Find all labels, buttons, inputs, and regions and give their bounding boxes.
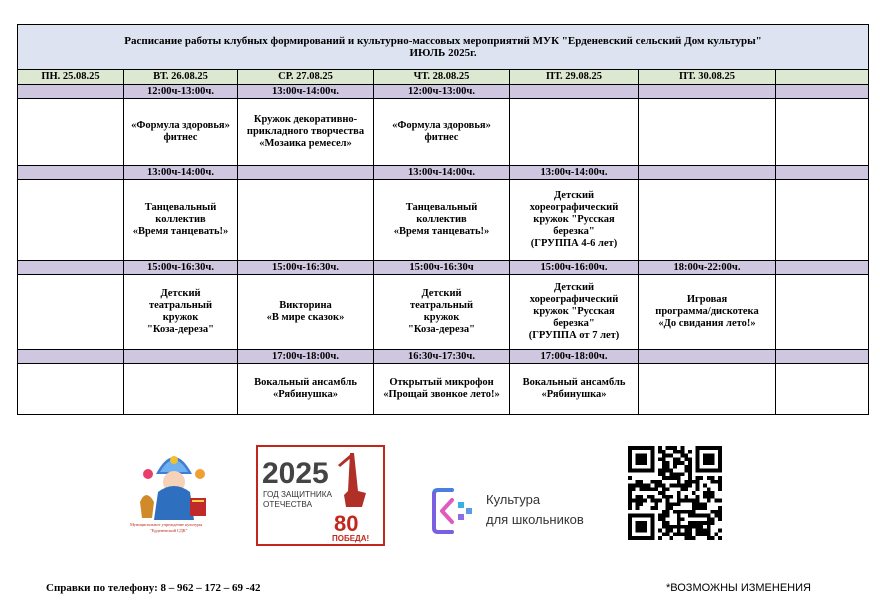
time-cell: [776, 350, 869, 364]
time-cell: 17:00ч-18:00ч.: [238, 350, 374, 364]
phone-info: Справки по телефону: 8 – 962 – 172 – 69 -42: [46, 582, 261, 594]
mascot-dress: [154, 486, 194, 520]
activity-cell: [18, 275, 124, 350]
time-cell: 15:00ч-16:00ч.: [510, 261, 639, 275]
activity-cell: Танцевальный коллектив «Время танцевать!»: [374, 180, 510, 261]
time-cell: [510, 85, 639, 99]
day-header: [776, 70, 869, 85]
time-cell: [776, 166, 869, 180]
poster-graphic: [258, 447, 383, 544]
mascot-caption-1: Муниципальное учреждение культуры: [130, 522, 203, 527]
time-cell: 15:00ч-16:30ч.: [124, 261, 238, 275]
time-cell: [776, 85, 869, 99]
time-row: [18, 85, 869, 99]
title-line-2: ИЮЛЬ 2025г.: [409, 47, 477, 59]
poster-80: 80: [334, 511, 359, 536]
day-header: ЧТ. 28.08.25: [374, 70, 510, 85]
page-title: [18, 25, 869, 70]
balalaika-shape: [140, 495, 154, 518]
day-header: ПН. 25.08.25: [18, 70, 124, 85]
time-cell: [18, 350, 124, 364]
activity-cell: Открытый микрофон «Прощай звонкое лето!»: [374, 364, 510, 415]
activity-cell: [639, 180, 776, 261]
flower-icon: [143, 469, 153, 479]
activity-cell: Викторина «В мире сказок»: [238, 275, 374, 350]
time-cell: 18:00ч-22:00ч.: [639, 261, 776, 275]
day-header: СР. 27.08.25: [238, 70, 374, 85]
kultura-line-2: для школьников: [486, 512, 584, 527]
time-cell: [639, 85, 776, 99]
activity-cell: [124, 364, 238, 415]
time-cell: 12:00ч-13:00ч.: [374, 85, 510, 99]
kultura-logo: [430, 488, 610, 534]
accordion-stripe: [192, 500, 204, 502]
schedule-sheet: [17, 24, 868, 417]
activity-cell: [639, 364, 776, 415]
schedule-body: [18, 85, 869, 415]
activity-cell: [510, 99, 639, 166]
poster-line-1: ГОД ЗАЩИТНИКА: [263, 490, 332, 499]
activity-cell: [639, 99, 776, 166]
activity-cell: [238, 180, 374, 261]
year-defender-poster: [256, 445, 385, 546]
activity-cell: Детский театральный кружок "Коза-дереза": [124, 275, 238, 350]
time-cell: [124, 350, 238, 364]
time-row: [18, 350, 869, 364]
activity-row: [18, 180, 869, 261]
activity-cell: Игровая программа/дискотека «До свидания лето!»: [639, 275, 776, 350]
activity-cell: [776, 99, 869, 166]
activity-cell: Вокальный ансамбль «Рябинушка»: [238, 364, 374, 415]
activity-cell: [18, 180, 124, 261]
time-cell: 16:30ч-17:30ч.: [374, 350, 510, 364]
changes-note: *ВОЗМОЖНЫ ИЗМЕНЕНИЯ: [666, 582, 811, 594]
activity-cell: Детский хореографический кружок "Русская березка" (ГРУППА от 7 лет): [510, 275, 639, 350]
schedule-table: [17, 24, 869, 415]
kokoshnik-jewel: [170, 456, 178, 464]
activity-row: [18, 364, 869, 415]
time-cell: [18, 85, 124, 99]
time-cell: 13:00ч-14:00ч.: [124, 166, 238, 180]
time-cell: 15:00ч-16:30ч: [374, 261, 510, 275]
time-cell: 13:00ч-14:00ч.: [374, 166, 510, 180]
day-header: ПТ. 29.08.25: [510, 70, 639, 85]
mascot-logo: [128, 444, 220, 534]
title-line-1: Расписание работы клубных формирований и культурно-массовых мероприятий МУК "Ерденевский сельский Дом культуры": [124, 35, 762, 47]
day-header: ПТ. 30.08.25: [639, 70, 776, 85]
time-cell: [639, 166, 776, 180]
time-cell: 13:00ч-14:00ч.: [510, 166, 639, 180]
time-cell: 17:00ч-18:00ч.: [510, 350, 639, 364]
activity-cell: «Формула здоровья» фитнес: [124, 99, 238, 166]
mascot-caption-2: "Ерденевский СДК": [150, 528, 188, 533]
activity-cell: Вокальный ансамбль «Рябинушка»: [510, 364, 639, 415]
monument-silhouette: [344, 453, 366, 507]
activity-cell: [776, 275, 869, 350]
activity-cell: Танцевальный коллектив «Время танцевать!»: [124, 180, 238, 261]
activity-cell: «Формула здоровья» фитнес: [374, 99, 510, 166]
time-row: [18, 166, 869, 180]
activity-cell: Детский хореографический кружок "Русская березка" (ГРУППА 4-6 лет): [510, 180, 639, 261]
time-cell: [776, 261, 869, 275]
activity-cell: [18, 364, 124, 415]
time-row: [18, 261, 869, 275]
time-cell: 12:00ч-13:00ч.: [124, 85, 238, 99]
activity-cell: [776, 364, 869, 415]
qr-code: [628, 446, 722, 540]
activity-row: [18, 275, 869, 350]
kultura-text: [486, 490, 584, 530]
time-cell: [639, 350, 776, 364]
poster-line-2: ОТЕЧЕСТВА: [263, 500, 313, 509]
days-header-row: [18, 70, 869, 85]
time-cell: [18, 261, 124, 275]
activity-cell: [18, 99, 124, 166]
time-cell: [238, 166, 374, 180]
activity-cell: Детский театральный кружок "Коза-дереза": [374, 275, 510, 350]
day-header: ВТ. 26.08.25: [124, 70, 238, 85]
activity-cell: [776, 180, 869, 261]
flower-icon: [195, 469, 205, 479]
activity-cell: Кружок декоративно- прикладного творчества «Мозаика ремесел»: [238, 99, 374, 166]
time-cell: 13:00ч-14:00ч.: [238, 85, 374, 99]
kultura-line-1: Культура: [486, 492, 541, 507]
kultura-icon: [430, 488, 480, 534]
poster-year: 2025: [262, 457, 329, 490]
time-cell: 15:00ч-16:30ч.: [238, 261, 374, 275]
poster-pobeda: ПОБЕДА!: [332, 534, 370, 543]
activity-row: [18, 99, 869, 166]
time-cell: [18, 166, 124, 180]
